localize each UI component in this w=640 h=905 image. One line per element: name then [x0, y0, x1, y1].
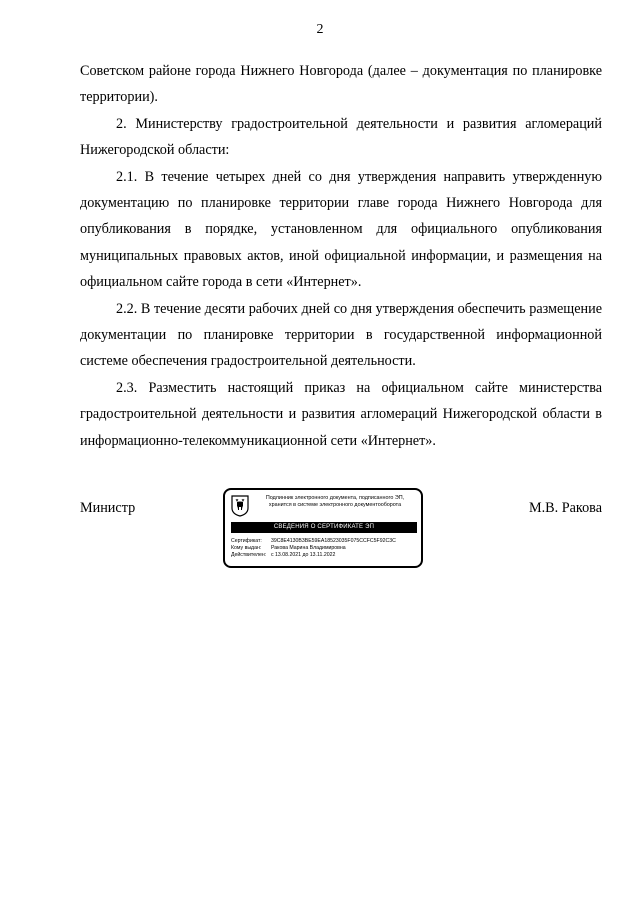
signer-title: Министр: [80, 500, 136, 516]
signature-block: [80, 488, 602, 578]
paragraph-item-2-3: 2.3. Разместить настоящий приказ на официальном сайте министерства градостроительной деятельности и развития агломераций Нижегородской области в информационно-телекоммуникационной сети «Интернет».: [80, 379, 602, 449]
signer-name: М.В. Ракова: [529, 500, 602, 516]
stamp-valid-value: с 13.08.2021 до 13.11.2022: [271, 552, 336, 558]
stamp-header: [251, 495, 419, 509]
stamp-details: [231, 538, 419, 559]
paragraph-continuation: Советском районе города Нижнего Новгорода (далее – документация по планировке территории).: [80, 63, 602, 106]
stamp-header-line: Подлинник электронного документа, подписанного ЭП,: [265, 495, 405, 501]
stamp-certificate-row: [231, 538, 419, 545]
electronic-signature-stamp: [223, 488, 423, 568]
stamp-certificate-value: 39C8E4130B3BE59EA18523035F075CCFC5F92C3C: [271, 538, 396, 544]
stamp-certificate-heading: СВЕДЕНИЯ О СЕРТИФИКАТЕ ЭП: [231, 522, 417, 533]
paragraph-item-2-1: 2.1. В течение четырех дней со дня утверждения направить утвержденную документацию по планировке территории главе города Нижнего Новгорода для опубликования в порядке, установленном для официального опубликования муниципальных правовых актов, иной официальной информации, и размещения на официальном сайте города в сети «Интернет».: [80, 168, 602, 291]
stamp-issued-to-value: Ракова Марина Владимировна: [271, 545, 346, 551]
stamp-issued-to-label: Кому выдан:: [231, 545, 262, 551]
stamp-issued-to-row: [231, 545, 419, 552]
stamp-valid-label: Действителен:: [231, 552, 267, 558]
paragraph-item-2: 2. Министерству градостроительной деятельности и развития агломераций Нижегородской области:: [80, 115, 602, 159]
stamp-valid-row: [231, 552, 419, 559]
stamp-header-line: хранится в системе электронного документооборота: [268, 502, 402, 508]
document-body: [80, 58, 602, 454]
deer-emblem-icon: [231, 495, 249, 517]
page-number: 2: [316, 22, 324, 37]
stamp-certificate-label: Сертификат:: [231, 538, 262, 544]
paragraph-item-2-2: 2.2. В течение десяти рабочих дней со дня утверждения обеспечить размещение документации по планировке территории в государственной информационной системе обеспечения градостроительной деятельности.: [80, 300, 602, 370]
